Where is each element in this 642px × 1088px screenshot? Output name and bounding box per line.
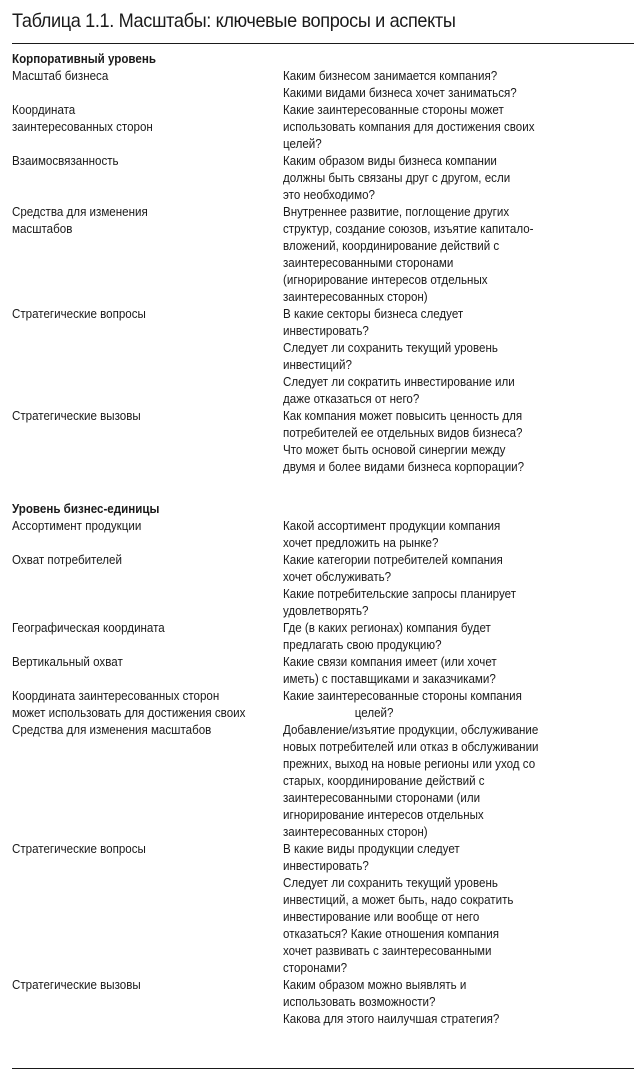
question-line: Какие потребительские запросы планирует: [283, 587, 517, 601]
aspect-line: Координата заинтересованных сторон: [12, 689, 220, 703]
question-line: игнорирование интересов отдельных: [283, 808, 484, 822]
question-line: инвестиций, а может быть, надо сократить: [283, 893, 514, 907]
question-line: это необходимо?: [283, 188, 375, 202]
question-line: предлагать свою продукцию?: [283, 638, 442, 652]
aspect-line: Координата: [12, 103, 76, 117]
question-line: использовать возможности?: [283, 995, 436, 1009]
aspect-line: Стратегические вопросы: [12, 842, 146, 856]
aspect-line: может использовать для достижения своих: [12, 706, 246, 720]
aspect-cell: [12, 620, 283, 637]
questions-cell: [283, 153, 634, 204]
table-body: [12, 51, 634, 1028]
aspect-cell: [12, 977, 283, 994]
question-line: Какие заинтересованные стороны может: [283, 103, 504, 117]
aspect-line: Вертикальный охват: [12, 655, 123, 669]
question-line: Внутреннее развитие, поглощение других: [283, 205, 510, 219]
table-row: [12, 841, 634, 977]
question-line: Что может быть основой синергии между: [283, 443, 506, 457]
aspect-cell: [12, 68, 283, 85]
aspect-cell: [12, 153, 283, 170]
question-line: Какой ассортимент продукции компания: [283, 519, 501, 533]
question-line: потребителей ее отдельных видов бизнеса?: [283, 426, 523, 440]
question-line: Следует ли сохранить текущий уровень: [283, 341, 498, 355]
questions-cell: [283, 841, 634, 977]
questions-cell: [283, 68, 634, 102]
question-line: Как компания может повысить ценность для: [283, 409, 523, 423]
aspect-line: Стратегические вызовы: [12, 978, 141, 992]
questions-cell: [283, 654, 634, 688]
question-line: Где (в каких регионах) компания будет: [283, 621, 491, 635]
questions-cell: [283, 518, 634, 552]
questions-cell: [283, 977, 634, 1028]
question-line: заинтересованными сторонами: [283, 256, 454, 270]
question-line: прежних, выход на новые регионы или уход со: [283, 757, 536, 771]
aspect-cell: [12, 552, 283, 569]
questions-cell: [283, 204, 634, 306]
questions-cell: [283, 306, 634, 408]
aspect-cell: [12, 688, 283, 722]
questions-cell: [283, 408, 634, 476]
question-line: инвестировать?: [283, 324, 369, 338]
question-line: должны быть связаны друг с другом, если: [283, 171, 511, 185]
question-line: инвестирование или вообще от него: [283, 910, 480, 924]
question-line: Следует ли сократить инвестирование или: [283, 375, 515, 389]
table-row: [12, 518, 634, 552]
table-row: [12, 204, 634, 306]
section-title: Корпоративный уровень: [12, 52, 156, 66]
question-line: Какие категории потребителей компания: [283, 553, 503, 567]
question-line: старых, координирование действий с: [283, 774, 485, 788]
top-rule: [12, 43, 634, 44]
question-line: Какими видами бизнеса хочет заниматься?: [283, 86, 517, 100]
question-line: вложений, координирование действий с: [283, 239, 500, 253]
table-row: [12, 688, 634, 722]
aspect-line: заинтересованных сторон: [12, 120, 153, 134]
question-line: Какова для этого наилучшая стратегия?: [283, 1012, 500, 1026]
aspect-line: Средства для изменения масштабов: [12, 723, 212, 737]
section-title: Уровень бизнес-единицы: [12, 502, 160, 516]
questions-cell: [283, 102, 634, 153]
question-line: заинтересованных сторон): [283, 290, 428, 304]
table-section: [12, 51, 634, 476]
aspect-cell: [12, 102, 283, 136]
table-row: [12, 306, 634, 408]
question-line: В какие виды продукции следует: [283, 842, 460, 856]
questions-cell: [283, 620, 634, 654]
question-line: сторонами?: [283, 961, 348, 975]
question-line: хочет обслуживать?: [283, 570, 392, 584]
question-line: использовать компания для достижения своих: [283, 120, 535, 134]
aspect-cell: [12, 204, 283, 238]
question-line: В какие секторы бизнеса следует: [283, 307, 464, 321]
aspect-cell: [12, 408, 283, 425]
aspect-line: Географическая координата: [12, 621, 165, 635]
question-line: даже отказаться от него?: [283, 392, 420, 406]
table-section: [12, 501, 634, 1028]
question-line: заинтересованными сторонами (или: [283, 791, 481, 805]
question-line: хочет предложить на рынке?: [283, 536, 439, 550]
question-line: Каким бизнесом занимается компания?: [283, 69, 498, 83]
aspect-line: Взаимосвязанность: [12, 154, 119, 168]
table-row: [12, 620, 634, 654]
question-line: инвестировать?: [283, 859, 369, 873]
aspect-cell: [12, 722, 283, 739]
question-line: удовлетворять?: [283, 604, 369, 618]
table-row: [12, 68, 634, 102]
question-line: (игнорирование интересов отдельных: [283, 273, 488, 287]
questions-cell: [283, 722, 634, 841]
question-line: иметь) с поставщиками и заказчиками?: [283, 672, 496, 686]
questions-cell: [283, 688, 634, 722]
aspect-cell: [12, 654, 283, 671]
section-spacer: [12, 476, 634, 501]
table-row: [12, 153, 634, 204]
question-line: целей?: [283, 137, 322, 151]
question-line: Какие связи компания имеет (или хочет: [283, 655, 497, 669]
table-row: [12, 102, 634, 153]
question-line: двумя и более видами бизнеса корпорации?: [283, 460, 525, 474]
aspect-line: Стратегические вопросы: [12, 307, 146, 321]
question-line: целей?: [354, 706, 394, 720]
table-row: [12, 654, 634, 688]
question-line: инвестиций?: [283, 358, 352, 372]
question-line: Следует ли сохранить текущий уровень: [283, 876, 498, 890]
aspect-cell: [12, 518, 283, 535]
question-line: Какие заинтересованные стороны компания: [283, 689, 522, 703]
question-line: структур, создание союзов, изъятие капитало-: [283, 222, 534, 236]
bottom-rule: [12, 1068, 634, 1069]
table-title: Таблица 1.1. Масштабы: ключевые вопросы и аспекты: [12, 10, 456, 32]
table-row: [12, 722, 634, 841]
question-line: новых потребителей или отказ в обслуживании: [283, 740, 539, 754]
table-row: [12, 552, 634, 620]
questions-cell: [283, 552, 634, 620]
aspect-line: Масштаб бизнеса: [12, 69, 109, 83]
aspect-line: Охват потребителей: [12, 553, 122, 567]
question-line: хочет развивать с заинтересованными: [283, 944, 492, 958]
table-row: [12, 408, 634, 476]
table-row: [12, 977, 634, 1028]
aspect-cell: [12, 841, 283, 858]
question-line: отказаться? Какие отношения компания: [283, 927, 500, 941]
aspect-line: Средства для изменения: [12, 205, 148, 219]
question-line: Каким образом виды бизнеса компании: [283, 154, 497, 168]
question-line: заинтересованных сторон): [283, 825, 428, 839]
aspect-line: масштабов: [12, 222, 73, 236]
aspect-line: Ассортимент продукции: [12, 519, 142, 533]
question-line: Добавление/изъятие продукции, обслуживание: [283, 723, 539, 737]
aspect-cell: [12, 306, 283, 323]
question-line: Каким образом можно выявлять и: [283, 978, 467, 992]
aspect-line: Стратегические вызовы: [12, 409, 141, 423]
